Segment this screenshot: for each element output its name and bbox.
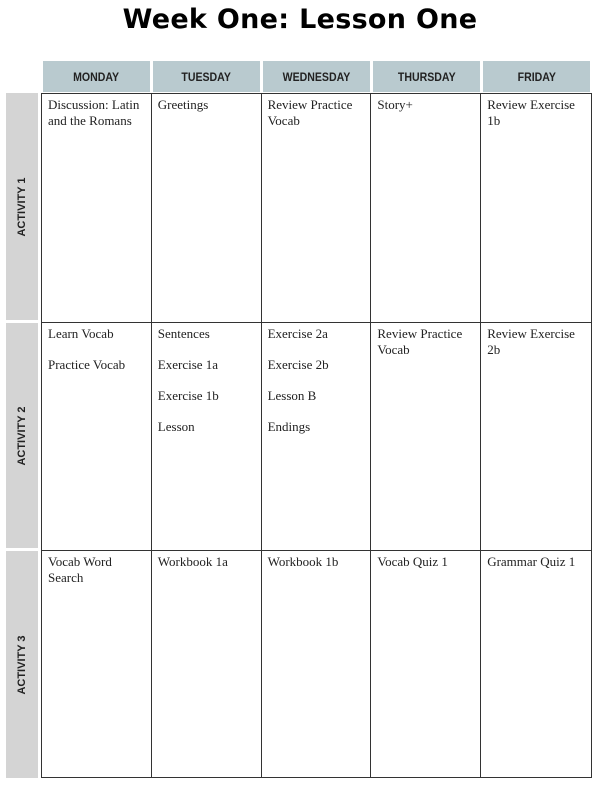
schedule-grid xyxy=(41,93,592,778)
activity-label-text: ACTIVITY 1 xyxy=(16,176,28,237)
activity-item: Discussion: Latin and the Romans xyxy=(48,97,140,128)
activity-item: Exercise 2b xyxy=(267,357,329,372)
schedule-cell xyxy=(152,551,262,777)
activity-item: Review Exercise 1b xyxy=(487,97,575,128)
schedule-cell xyxy=(42,94,152,323)
schedule-cell xyxy=(481,94,591,323)
activity-item: Exercise 2a xyxy=(267,326,328,341)
activity-item: Vocab Quiz 1 xyxy=(377,554,448,569)
day-header-label: THURSDAY xyxy=(397,69,456,84)
schedule-cell xyxy=(42,551,152,777)
schedule-cell xyxy=(152,323,262,551)
activity-label-text: ACTIVITY 3 xyxy=(16,634,28,695)
schedule-cell xyxy=(42,323,152,551)
day-header-wednesday xyxy=(263,61,370,92)
day-header-label: TUESDAY xyxy=(181,69,232,84)
page-title: Week One: Lesson One xyxy=(122,4,478,35)
day-header-label: WEDNESDAY xyxy=(282,69,351,84)
day-header-tuesday xyxy=(153,61,260,92)
activity-item: Exercise 1a xyxy=(157,357,219,372)
activity-item: Practice Vocab xyxy=(48,357,126,372)
activity-item: Review Exercise 2b xyxy=(487,326,575,357)
schedule-cell xyxy=(262,551,372,777)
day-header-label: FRIDAY xyxy=(517,69,556,84)
schedule-cell xyxy=(481,551,591,777)
activity-label-text: ACTIVITY 2 xyxy=(16,405,28,466)
activity-item: Exercise 1b xyxy=(157,388,219,403)
activity-label-3 xyxy=(6,551,38,778)
activity-item: Review Practice Vocab xyxy=(267,97,353,128)
day-header-thursday xyxy=(373,61,480,92)
schedule-cell xyxy=(371,551,481,777)
schedule-cell xyxy=(371,94,481,323)
day-header-label: MONDAY xyxy=(73,69,120,84)
activity-item: Greetings xyxy=(157,97,209,112)
activity-item: Review Practice Vocab xyxy=(377,326,463,357)
activity-item: Grammar Quiz 1 xyxy=(487,554,576,569)
activity-item: Workbook 1a xyxy=(157,554,228,569)
activity-item: Workbook 1b xyxy=(267,554,339,569)
day-header-monday xyxy=(43,61,150,92)
activity-item: Lesson B xyxy=(267,388,317,403)
activity-item: Lesson xyxy=(157,419,195,434)
activity-item: Vocab Word Search xyxy=(48,554,112,585)
activity-item: Learn Vocab xyxy=(48,326,114,341)
activity-item: Endings xyxy=(267,419,311,434)
schedule-cell xyxy=(262,323,372,551)
schedule-cell xyxy=(152,94,262,323)
schedule-cell xyxy=(262,94,372,323)
schedule-cell xyxy=(481,323,591,551)
schedule-cell xyxy=(371,323,481,551)
activity-item: Sentences xyxy=(157,326,210,341)
day-header-friday xyxy=(483,61,590,92)
activity-label-1 xyxy=(6,93,38,320)
activity-item: Story+ xyxy=(377,97,413,112)
activity-label-2 xyxy=(6,323,38,548)
